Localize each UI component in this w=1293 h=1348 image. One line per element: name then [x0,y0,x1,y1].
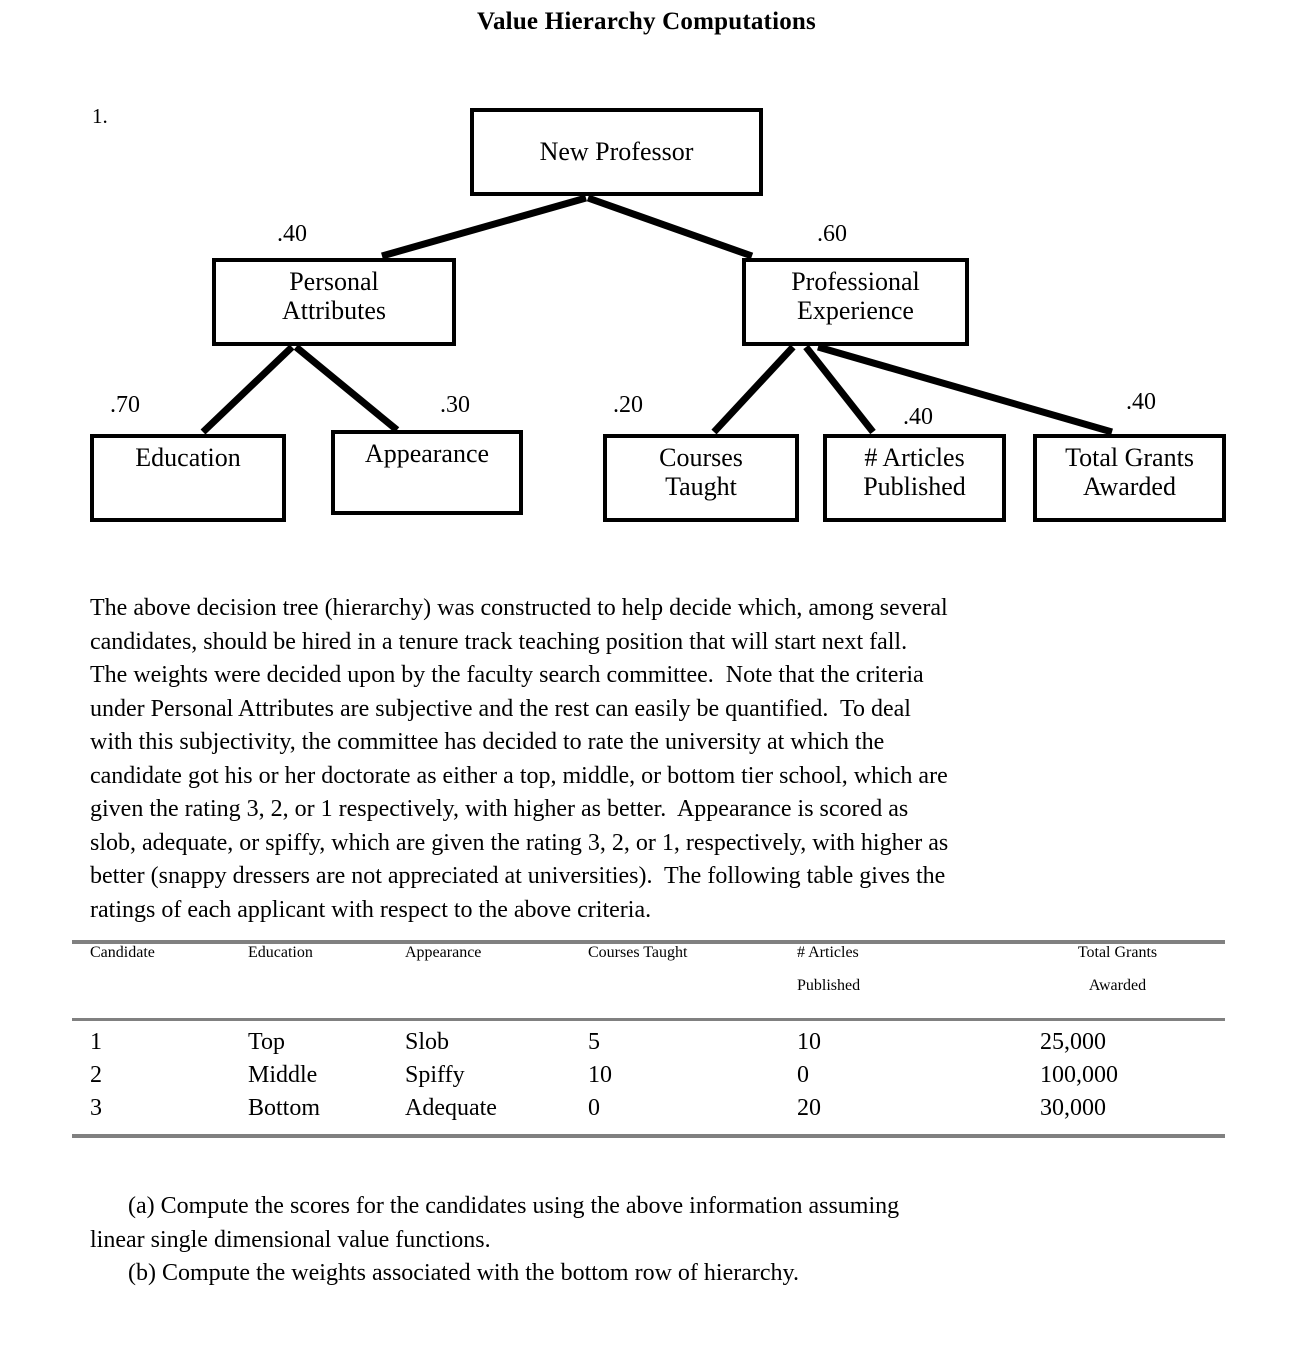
node-articles-published-line2: Published [863,471,966,501]
node-professional-experience-line1: Professional [791,267,920,296]
question-b-line-1: (b) Compute the weights associated with the bottom row of hierarchy. [128,1260,799,1286]
node-new-professor-label: New Professor [539,136,694,166]
weight-label-appearance: .30 [440,392,470,418]
cell-appearance: Spiffy [405,1062,465,1088]
node-total-grants-awarded[interactable] [1033,434,1226,522]
cell-candidate: 1 [90,1029,102,1055]
node-appearance-label: Appearance [364,439,490,468]
page-title: Value Hierarchy Computations [477,8,816,35]
cell-total-grants-awarded: 25,000 [1040,1029,1106,1055]
cell-courses-taught: 5 [588,1029,600,1055]
paragraph-line-5: with this subjectivity, the committee has decided to rate the university at which the [90,729,885,755]
paragraph-line-8: slob, adequate, or spiffy, which are given the rating 3, 2, or 1, respectively, with higher as [90,829,949,856]
weight-label-total-grants-awarded: .40 [1126,389,1156,415]
table-header-articles-published-line2: Published [797,977,861,994]
node-articles-published[interactable] [823,434,1006,522]
node-appearance[interactable] [331,430,523,515]
node-total-grants-awarded-line2: Awarded [1083,471,1176,501]
cell-candidate: 3 [90,1095,102,1121]
weight-label-personal-attributes: .40 [277,221,307,247]
cell-candidate: 2 [90,1062,102,1088]
table-header-total-grants-awarded-line2: Awarded [1088,977,1147,994]
node-courses-taught[interactable] [603,434,799,522]
cell-education: Bottom [248,1095,321,1121]
table-header-articles-published-line1: # Articles [797,944,859,961]
paragraph-line-9: better (snappy dressers are not appreciated at universities). The following table gives the [90,863,946,889]
cell-articles-published: 10 [797,1029,821,1055]
cell-education: Top [248,1029,285,1055]
table-body [72,1021,1225,1134]
table-header-candidate: Candidate [90,944,155,961]
questions-block [90,1190,1150,1291]
node-new-professor[interactable] [470,108,763,196]
cell-appearance: Adequate [405,1095,497,1121]
paragraph-line-4: under Personal Attributes are subjective and the rest can easily be quantified. To deal [90,695,911,722]
question-a-line-2: linear single dimensional value functions. [90,1226,491,1253]
cell-courses-taught: 10 [588,1062,612,1088]
cell-appearance: Slob [405,1029,450,1055]
node-education[interactable] [90,434,286,522]
cell-education: Middle [248,1062,318,1088]
question-a-line-1: (a) Compute the scores for the candidates using the above information assuming [128,1193,900,1219]
table-header-appearance: Appearance [405,944,482,961]
table-row[interactable] [72,1062,1225,1095]
cell-articles-published: 0 [797,1062,809,1088]
cell-articles-published: 20 [797,1095,821,1121]
cell-courses-taught: 0 [588,1095,600,1121]
node-personal-attributes[interactable] [212,258,456,346]
weight-label-education: .70 [110,392,140,418]
candidate-ratings-table [72,940,1225,1138]
paragraph-line-7: given the rating 3, 2, or 1 respectively, with higher as better. Appearance is scored as [90,796,909,822]
cell-total-grants-awarded: 30,000 [1040,1095,1106,1121]
table-header-education: Education [248,944,313,961]
node-courses-taught-line1: Courses [659,443,743,472]
weight-label-courses-taught: .20 [613,392,643,418]
weight-label-articles-published: .40 [903,404,933,430]
table-header-total-grants-awarded-line1: Total Grants [1077,944,1158,961]
table-header-row [72,944,1225,1018]
node-professional-experience-line2: Experience [797,295,914,325]
cell-total-grants-awarded: 100,000 [1040,1062,1118,1088]
weight-label-professional-experience: .60 [817,221,847,247]
value-hierarchy-diagram [0,0,1293,560]
table-row[interactable] [72,1029,1225,1062]
paragraph-line-2: candidates, should be hired in a tenure track teaching position that will start next fall. [90,628,908,655]
node-personal-attributes-line1: Personal [289,267,379,296]
node-education-label: Education [135,443,241,472]
node-articles-published-line1: # Articles [864,443,965,472]
item-number: 1. [92,104,108,128]
node-courses-taught-line2: Taught [665,471,737,501]
table-row[interactable] [72,1095,1225,1128]
node-personal-attributes-line2: Attributes [282,295,386,325]
paragraph-line-1: The above decision tree (hierarchy) was constructed to help decide which, among several [90,595,948,621]
paragraph-line-10: ratings of each applicant with respect to the above criteria. [90,896,652,923]
description-paragraph [90,592,1140,927]
table-rule-bottom [72,1134,1225,1138]
node-professional-experience[interactable] [742,258,969,346]
table-header-courses-taught: Courses Taught [588,944,688,961]
paragraph-line-3: The weights were decided upon by the faculty search committee. Note that the criteria [90,662,924,688]
paragraph-line-6: candidate got his or her doctorate as either a top, middle, or bottom tier school, which are [90,762,948,789]
node-total-grants-awarded-line1: Total Grants [1065,443,1194,472]
